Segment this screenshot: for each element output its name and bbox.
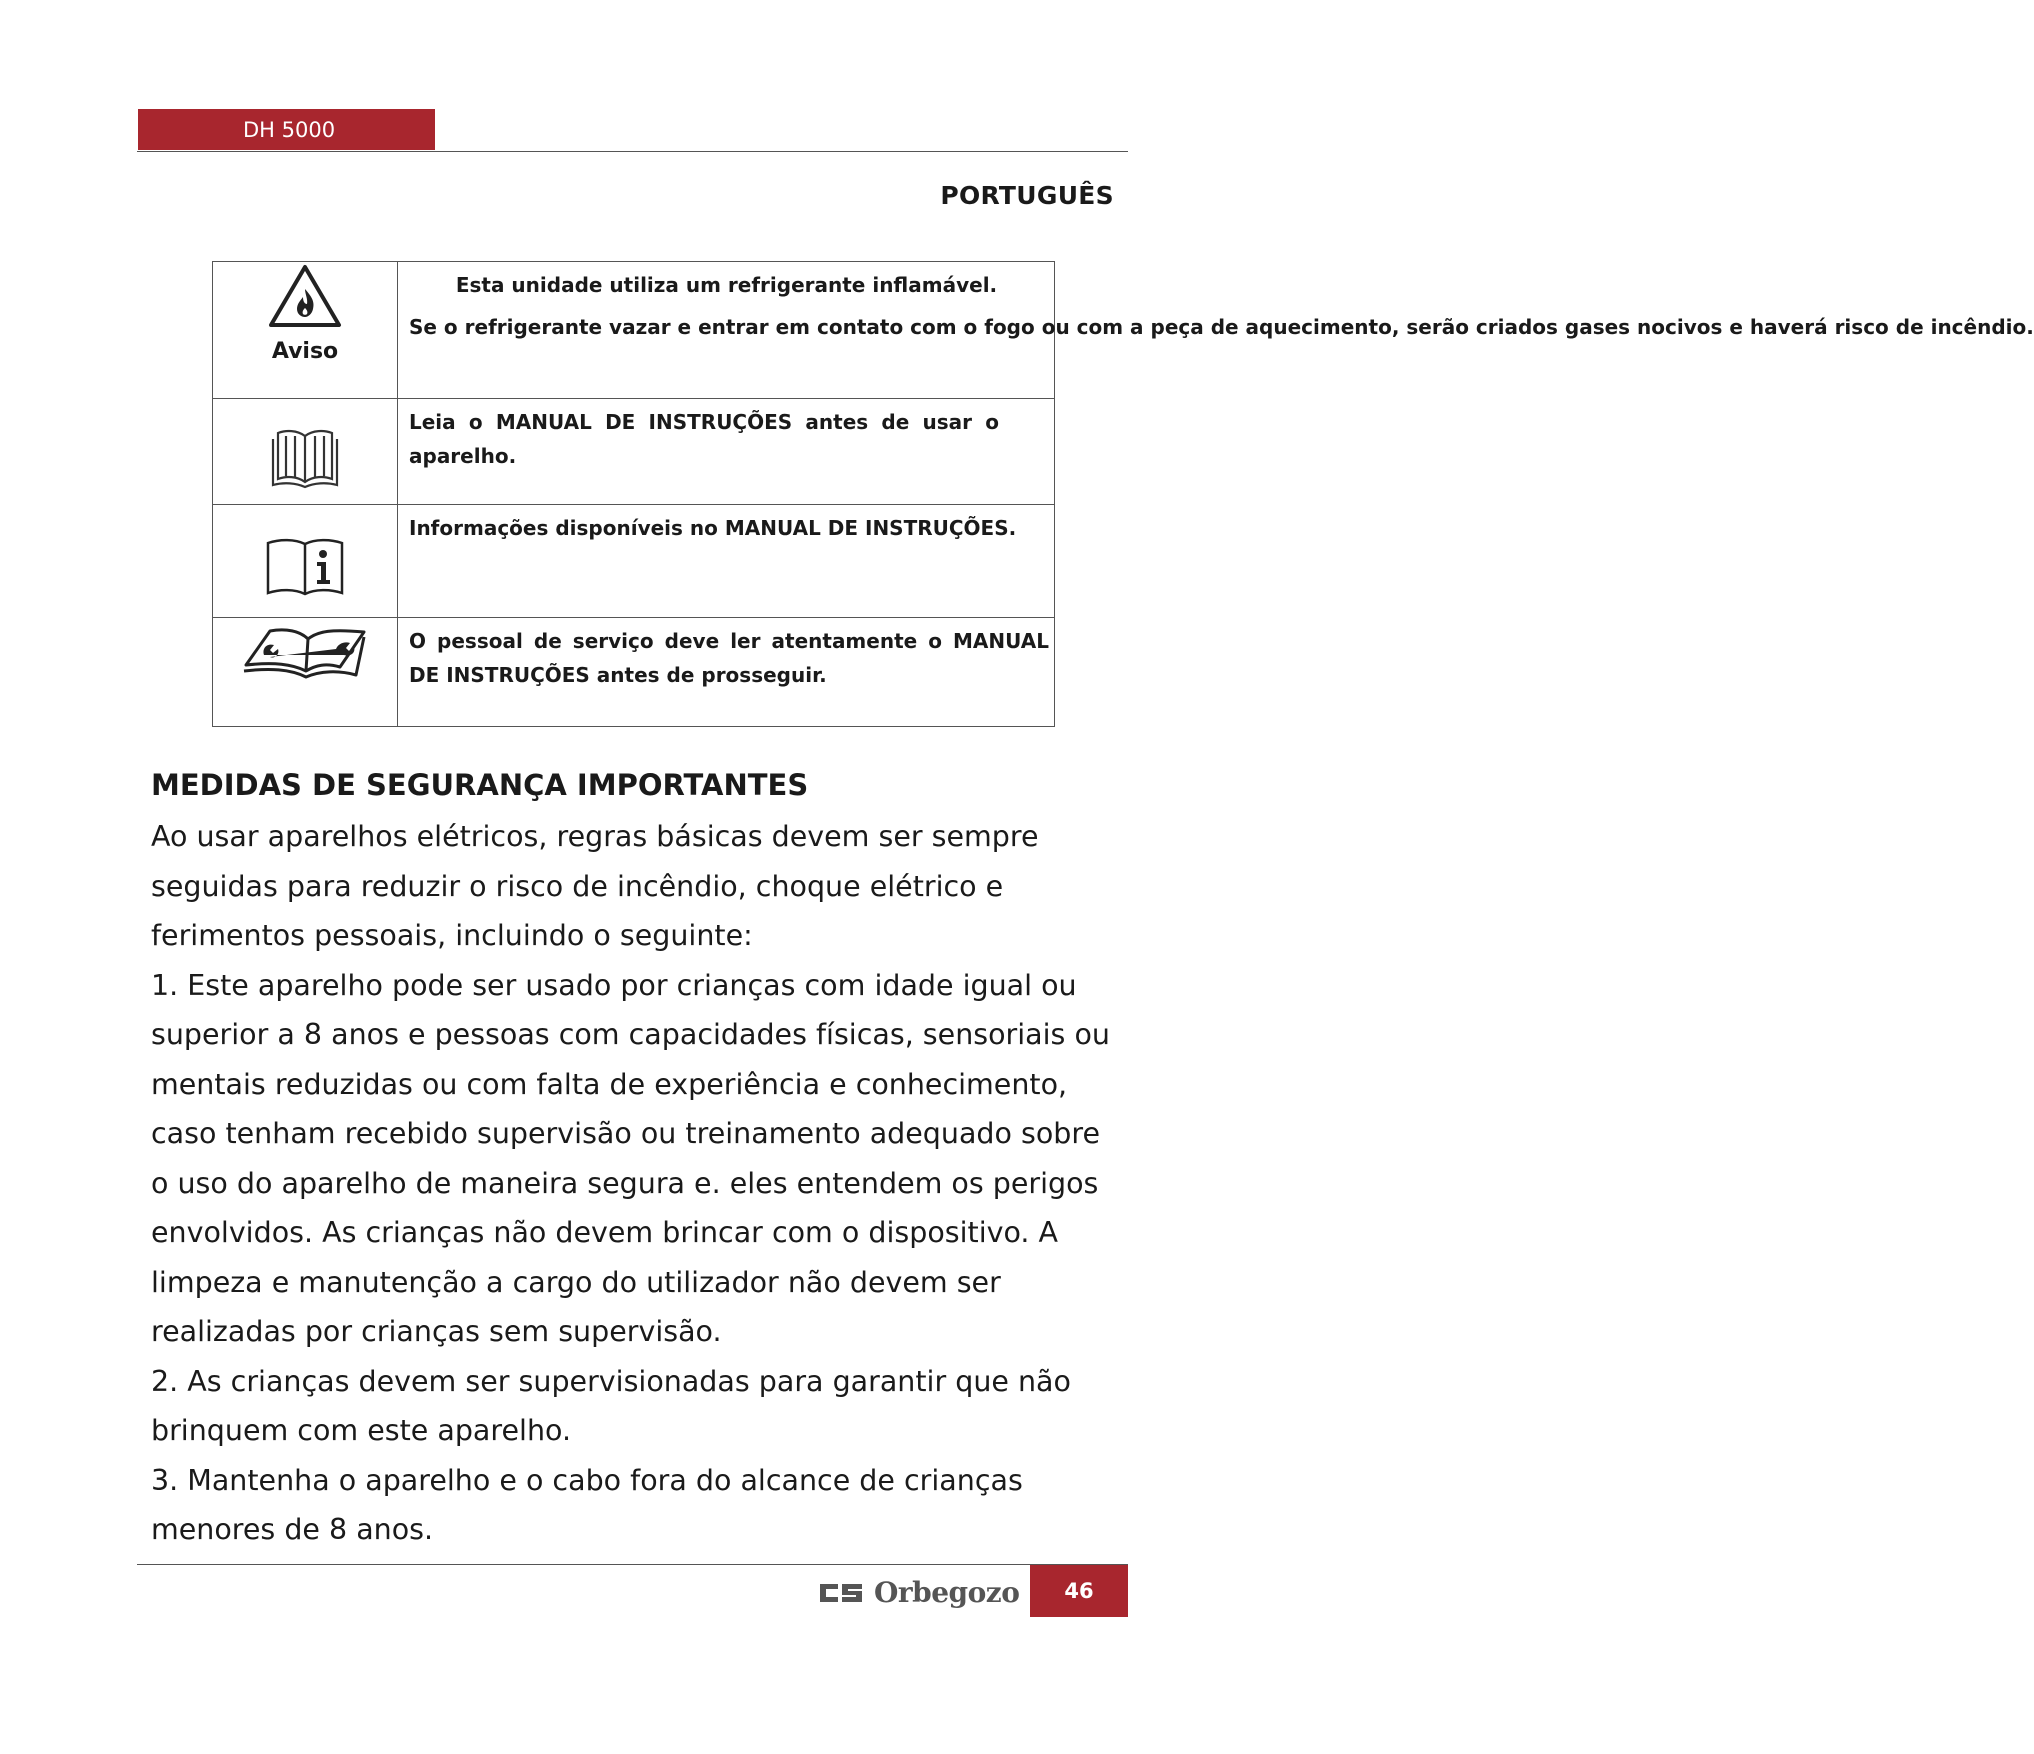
brand-mark-icon <box>818 1580 864 1606</box>
brand-logo <box>818 1576 1019 1609</box>
model-name: DH 5000 <box>243 117 336 142</box>
symbols-table <box>212 261 2034 727</box>
safety-item-2: 2. As crianças devem ser supervisionadas para garantir que não brinquem com este aparelho. <box>151 1364 1071 1447</box>
service-line-1: O pessoal de serviço deve ler atentamente o MANUAL <box>409 629 1049 653</box>
safety-intro: Ao usar aparelhos elétricos, regras básicas devem ser sempre seguidas para reduzir o risco de incêndio, choque elétrico e ferimentos pessoais, incluindo o seguinte: <box>151 820 1039 952</box>
manual-info-icon <box>264 536 346 598</box>
page-number: 46 <box>1030 1565 1128 1617</box>
section-title: MEDIDAS DE SEGURANÇA IMPORTANTES <box>151 768 809 802</box>
model-header-tab <box>138 109 435 150</box>
read-manual-line-1: Leia o MANUAL DE INSTRUÇÕES antes de usar o <box>409 410 999 434</box>
flammable-text-cell <box>398 262 2034 399</box>
header-divider <box>137 151 1128 152</box>
symbol-row-service <box>213 618 1055 727</box>
info-line: Informações disponíveis no MANUAL DE INSTRUÇÕES. <box>409 516 1017 540</box>
footer-divider <box>137 1564 1128 1565</box>
service-line-2: DE INSTRUÇÕES antes de prosseguir. <box>409 663 827 687</box>
flammable-icon-cell <box>213 262 398 399</box>
read-manual-text-cell <box>398 399 1055 505</box>
open-book-icon <box>268 424 342 490</box>
read-manual-line-2: aparelho. <box>409 444 517 468</box>
info-text-cell <box>398 505 1055 618</box>
info-icon-cell <box>213 505 398 618</box>
safety-item-1: 1. Este aparelho pode ser usado por crianças com idade igual ou superior a 8 anos e pessoas com capacidades físicas, sensoriais ou mentais reduzidas ou com falta de experiência e conhecimento, caso tenham recebido supervisão ou treinamento adequado sobre o uso do aparelho de maneira segura e. eles entendem os perigos envolvidos. As crianças não devem brincar com o dispositivo. A limpeza e manutenção a cargo do utilizador não devem ser realizadas por crianças sem supervisão. <box>151 968 1110 1348</box>
flammable-warning-icon <box>267 263 343 329</box>
symbol-row-flammable <box>213 262 1055 399</box>
flammable-line-1: Esta unidade utiliza um refrigerante inflamável. <box>455 273 998 297</box>
brand-name: Orbegozo <box>874 1576 1020 1609</box>
safety-body <box>151 812 1111 1555</box>
service-manual-icon <box>240 619 370 681</box>
flammable-line-2: Se o refrigerante vazar e entrar em contato com o fogo ou com a peça de aquecimento, serão criados gases nocivos e haverá risco de incêndio. <box>409 315 2034 339</box>
symbol-row-read-manual <box>213 399 1055 505</box>
symbol-row-info <box>213 505 1055 618</box>
read-manual-icon-cell <box>213 399 398 505</box>
language-heading: PORTUGUÊS <box>940 181 1114 210</box>
service-text-cell <box>398 618 1055 727</box>
service-icon-cell <box>213 618 398 727</box>
aviso-label: Aviso <box>271 339 339 364</box>
safety-item-3: 3. Mantenha o aparelho e o cabo fora do alcance de crianças menores de 8 anos. <box>151 1463 1023 1546</box>
